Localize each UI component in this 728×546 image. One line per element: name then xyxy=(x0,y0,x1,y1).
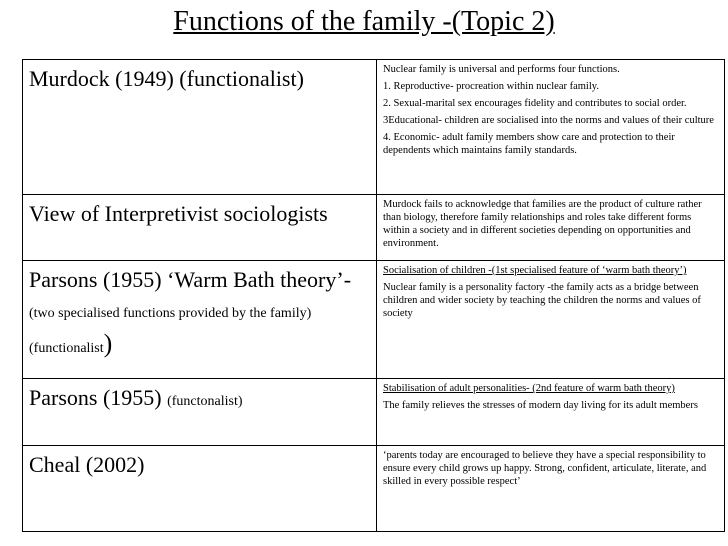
description-line: Murdock fails to acknowledge that families are the product of culture rather than biology, therefore family relationships and roles take different forms within a society and in different societies depending on opportunities and environment. xyxy=(383,199,702,249)
description-cell xyxy=(377,446,725,532)
theorist-cell: Murdock (1949) (functionalist) xyxy=(23,60,377,195)
description-line: 3Educational- children are socialised into the norms and values of their culture xyxy=(383,115,714,126)
theorist-note: (functonalist) xyxy=(167,394,243,409)
description-heading: Stabilisation of adult personalities- (2nd feature of warm bath theory) xyxy=(383,383,675,394)
table-row xyxy=(23,261,725,379)
description-line: Nuclear family is universal and performs four functions. xyxy=(383,64,620,75)
table-row xyxy=(23,60,725,195)
table-row xyxy=(23,446,725,532)
description-line: 1. Reproductive- procreation within nuclear family. xyxy=(383,81,599,92)
theorist-cell xyxy=(23,261,377,379)
functions-table xyxy=(22,59,725,532)
table-row xyxy=(23,379,725,446)
description-cell xyxy=(377,379,725,446)
description-heading: Socialisation of children -(1st specialised feature of ‘warm bath theory’) xyxy=(383,265,687,276)
description-line: 4. Economic- adult family members show care and protection to their dependents which maintains family standards. xyxy=(383,132,675,156)
description-line: ‘parents today are encouraged to believe they have a special responsibility to ensure every child grows up happy. Strong, confident, articulate, literate, and skilled in every possible respect’ xyxy=(383,450,707,487)
table-row xyxy=(23,195,725,261)
theorist-cell: View of Interpretivist sociologists xyxy=(23,195,377,261)
theorist-name: Parsons (1955) ‘Warm Bath theory’- xyxy=(29,267,352,292)
theorist-cell: Cheal (2002) xyxy=(23,446,377,532)
closing-paren: ) xyxy=(103,329,113,358)
description-line: The family relieves the stresses of modern day living for its adult members xyxy=(383,400,698,411)
theorist-cell xyxy=(23,379,377,446)
theorist-note: (two specialised functions provided by the family) (functionalist xyxy=(29,306,312,356)
description-cell xyxy=(377,195,725,261)
description-line: 2. Sexual-marital sex encourages fidelity and contributes to social order. xyxy=(383,98,687,109)
description-cell xyxy=(377,60,725,195)
theorist-name: Parsons (1955) xyxy=(29,385,162,410)
page-title: Functions of the family -(Topic 2) xyxy=(173,6,555,37)
description-cell xyxy=(377,261,725,379)
description-line: Nuclear family is a personality factory -the family acts as a bridge between children and wider society by teaching the children the norms and values of society xyxy=(383,282,701,319)
